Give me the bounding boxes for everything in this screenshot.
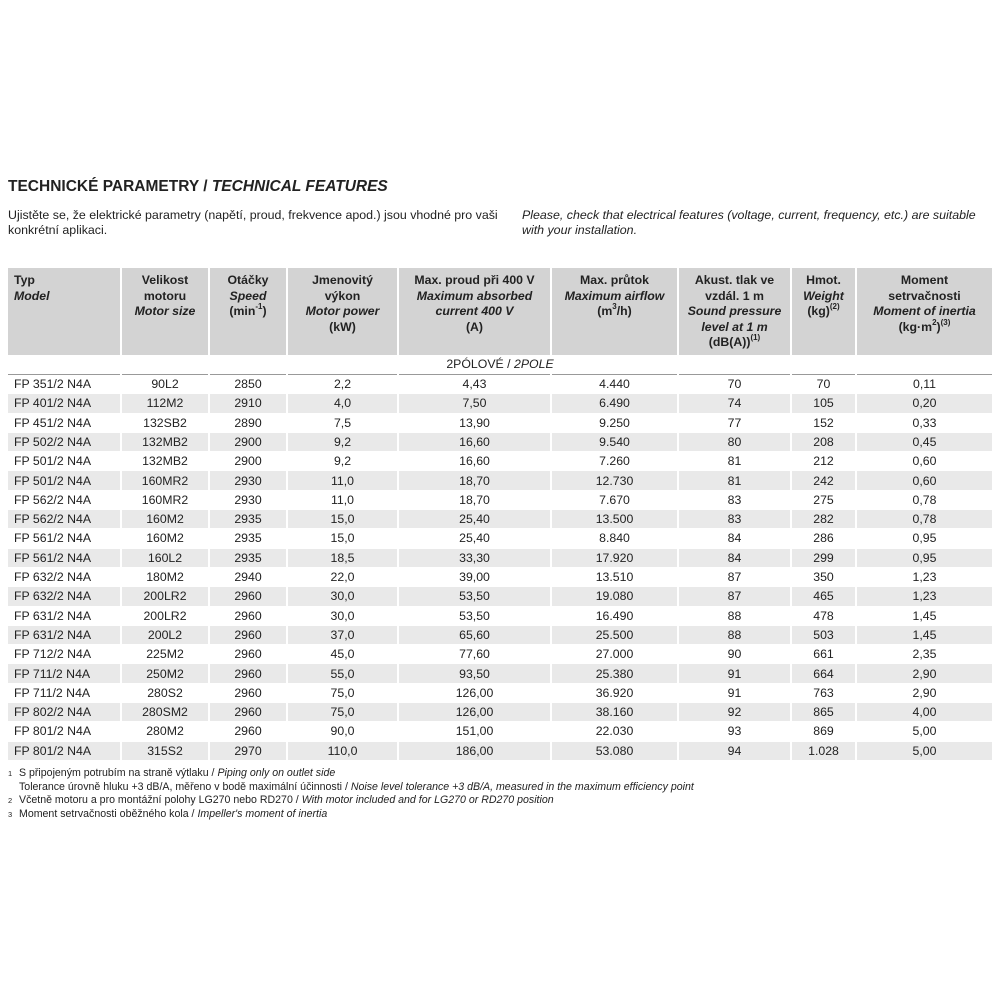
cell-weight: 152 xyxy=(791,413,856,432)
cell-motor-size: 160M2 xyxy=(121,510,209,529)
cell-motor-size: 160L2 xyxy=(121,548,209,567)
cell-weight: 275 xyxy=(791,490,856,509)
cell-max-current: 16,60 xyxy=(398,452,551,471)
cell-moment-of-inertia: 0,33 xyxy=(856,413,992,432)
cell-motor-size: 90L2 xyxy=(121,374,209,393)
cell-max-current: 25,40 xyxy=(398,510,551,529)
cell-model: FP 712/2 N4A xyxy=(8,645,121,664)
header-moment-of-inertia: Moment setrvačnosti Moment of inertia $(kg\cdot m^2)^{(3)}$ xyxy=(856,268,992,355)
cell-weight: 105 xyxy=(791,394,856,413)
cell-model: FP 632/2 N4A xyxy=(8,587,121,606)
cell-motor-size: 180M2 xyxy=(121,567,209,586)
cell-max-current: 16,60 xyxy=(398,432,551,451)
cell-speed: 2960 xyxy=(209,645,287,664)
table-row xyxy=(8,606,992,625)
cell-sound-pressure: 94 xyxy=(678,741,791,760)
cell-sound-pressure: 91 xyxy=(678,683,791,702)
cell-moment-of-inertia: 2,35 xyxy=(856,645,992,664)
table-row xyxy=(8,683,992,702)
cell-speed: 2960 xyxy=(209,683,287,702)
cell-sound-pressure: 90 xyxy=(678,645,791,664)
cell-moment-of-inertia: 0,78 xyxy=(856,510,992,529)
cell-speed: 2930 xyxy=(209,490,287,509)
cell-max-current: 18,70 xyxy=(398,471,551,490)
cell-sound-pressure: 87 xyxy=(678,567,791,586)
cell-max-current: 4,43 xyxy=(398,374,551,393)
cell-max-airflow: 36.920 xyxy=(551,683,678,702)
cell-max-airflow: 27.000 xyxy=(551,645,678,664)
cell-moment-of-inertia: 1,23 xyxy=(856,567,992,586)
cell-model: FP 801/2 N4A xyxy=(8,722,121,741)
footnote-1-tolerance: Tolerance úrovně hluku +3 dB/A, měřeno v bodě maximální účinnosti / Noise level tolerance +3 dB/A, measured in the maximum efficiency point xyxy=(19,780,694,793)
cell-moment-of-inertia: 2,90 xyxy=(856,683,992,702)
cell-moment-of-inertia: 0,20 xyxy=(856,394,992,413)
table-row xyxy=(8,374,992,393)
cell-weight: 350 xyxy=(791,567,856,586)
cell-max-airflow: 13.510 xyxy=(551,567,678,586)
cell-motor-power: 11,0 xyxy=(287,471,398,490)
cell-moment-of-inertia: 1,23 xyxy=(856,587,992,606)
cell-max-current: 126,00 xyxy=(398,683,551,702)
header-motor-power: Jmenovitý výkon Motor power (kW) xyxy=(287,268,398,355)
cell-speed: 2960 xyxy=(209,722,287,741)
cell-max-airflow: 8.840 xyxy=(551,529,678,548)
cell-model: FP 501/2 N4A xyxy=(8,452,121,471)
cell-weight: 865 xyxy=(791,703,856,722)
table-row xyxy=(8,394,992,413)
cell-max-airflow: 9.250 xyxy=(551,413,678,432)
cell-weight: 763 xyxy=(791,683,856,702)
footnotes xyxy=(8,767,694,821)
cell-motor-power: 22,0 xyxy=(287,567,398,586)
cell-max-airflow: 6.490 xyxy=(551,394,678,413)
cell-weight: 282 xyxy=(791,510,856,529)
cell-max-current: 39,00 xyxy=(398,567,551,586)
header-weight: Hmot. Weight (kg)$^{(2)}$ xyxy=(791,268,856,355)
cell-model: FP 451/2 N4A xyxy=(8,413,121,432)
cell-weight: 465 xyxy=(791,587,856,606)
table-row xyxy=(8,625,992,644)
header-max-current: Max. proud při 400 V Maximum absorbed current 400 V (A) xyxy=(398,268,551,355)
cell-moment-of-inertia: 0,45 xyxy=(856,432,992,451)
table-row xyxy=(8,432,992,451)
cell-motor-power: 2,2 xyxy=(287,374,398,393)
cell-motor-power: 75,0 xyxy=(287,683,398,702)
technical-features-table xyxy=(8,268,992,761)
cell-model: FP 631/2 N4A xyxy=(8,606,121,625)
cell-sound-pressure: 92 xyxy=(678,703,791,722)
cell-motor-power: 15,0 xyxy=(287,529,398,548)
cell-speed: 2960 xyxy=(209,664,287,683)
cell-motor-size: 160M2 xyxy=(121,529,209,548)
cell-max-current: 186,00 xyxy=(398,741,551,760)
header-model: Typ Model xyxy=(8,268,121,355)
cell-motor-power: 110,0 xyxy=(287,741,398,760)
cell-weight: 869 xyxy=(791,722,856,741)
table-header-row xyxy=(8,268,992,355)
table-row xyxy=(8,645,992,664)
cell-model: FP 351/2 N4A xyxy=(8,374,121,393)
cell-max-airflow: 16.490 xyxy=(551,606,678,625)
cell-speed: 2935 xyxy=(209,529,287,548)
cell-moment-of-inertia: 0,95 xyxy=(856,529,992,548)
table-row xyxy=(8,664,992,683)
cell-weight: 664 xyxy=(791,664,856,683)
cell-sound-pressure: 77 xyxy=(678,413,791,432)
cell-sound-pressure: 88 xyxy=(678,625,791,644)
cell-moment-of-inertia: 4,00 xyxy=(856,703,992,722)
cell-sound-pressure: 74 xyxy=(678,394,791,413)
cell-motor-power: 11,0 xyxy=(287,490,398,509)
cell-model: FP 802/2 N4A xyxy=(8,703,121,722)
cell-max-airflow: 22.030 xyxy=(551,722,678,741)
cell-max-current: 53,50 xyxy=(398,606,551,625)
cell-model: FP 632/2 N4A xyxy=(8,567,121,586)
cell-speed: 2970 xyxy=(209,741,287,760)
cell-motor-size: 280SM2 xyxy=(121,703,209,722)
cell-motor-size: 132MB2 xyxy=(121,452,209,471)
cell-motor-size: 225M2 xyxy=(121,645,209,664)
cell-max-airflow: 25.380 xyxy=(551,664,678,683)
cell-model: FP 401/2 N4A xyxy=(8,394,121,413)
cell-motor-power: 37,0 xyxy=(287,625,398,644)
cell-speed: 2940 xyxy=(209,567,287,586)
cell-weight: 242 xyxy=(791,471,856,490)
cell-weight: 503 xyxy=(791,625,856,644)
cell-max-current: 33,30 xyxy=(398,548,551,567)
cell-motor-power: 4,0 xyxy=(287,394,398,413)
cell-weight: 478 xyxy=(791,606,856,625)
cell-speed: 2910 xyxy=(209,394,287,413)
cell-speed: 2960 xyxy=(209,625,287,644)
cell-moment-of-inertia: 5,00 xyxy=(856,722,992,741)
cell-speed: 2890 xyxy=(209,413,287,432)
cell-speed: 2960 xyxy=(209,587,287,606)
cell-moment-of-inertia: 5,00 xyxy=(856,741,992,760)
cell-weight: 212 xyxy=(791,452,856,471)
footnote-1: 1 S připojeným potrubím na straně výtlaku / Piping only on outlet side xyxy=(8,767,336,779)
cell-max-airflow: 9.540 xyxy=(551,432,678,451)
footnote-2: 2 Včetně motoru a pro montážní polohy LG270 nebo RD270 / With motor included and for LG270 or RD270 position xyxy=(8,794,554,806)
cell-max-current: 77,60 xyxy=(398,645,551,664)
cell-max-current: 53,50 xyxy=(398,587,551,606)
cell-max-airflow: 19.080 xyxy=(551,587,678,606)
table-row xyxy=(8,587,992,606)
cell-speed: 2960 xyxy=(209,606,287,625)
cell-sound-pressure: 83 xyxy=(678,510,791,529)
cell-speed: 2935 xyxy=(209,548,287,567)
cell-max-current: 18,70 xyxy=(398,490,551,509)
cell-motor-size: 132SB2 xyxy=(121,413,209,432)
cell-model: FP 631/2 N4A xyxy=(8,625,121,644)
cell-sound-pressure: 70 xyxy=(678,374,791,393)
group-row-2pole: 2PÓLOVÉ / 2POLE xyxy=(8,355,992,375)
cell-sound-pressure: 91 xyxy=(678,664,791,683)
cell-speed: 2900 xyxy=(209,432,287,451)
cell-speed: 2960 xyxy=(209,703,287,722)
cell-motor-power: 7,5 xyxy=(287,413,398,432)
cell-motor-power: 90,0 xyxy=(287,722,398,741)
cell-max-current: 65,60 xyxy=(398,625,551,644)
cell-motor-power: 30,0 xyxy=(287,587,398,606)
cell-weight: 1.028 xyxy=(791,741,856,760)
cell-motor-size: 160MR2 xyxy=(121,490,209,509)
cell-moment-of-inertia: 1,45 xyxy=(856,606,992,625)
page-title xyxy=(8,178,388,196)
title-cz: TECHNICKÉ PARAMETRY / xyxy=(8,178,212,195)
table-row xyxy=(8,741,992,760)
cell-max-airflow: 12.730 xyxy=(551,471,678,490)
table-row xyxy=(8,529,992,548)
cell-speed: 2930 xyxy=(209,471,287,490)
cell-motor-power: 9,2 xyxy=(287,432,398,451)
cell-model: FP 561/2 N4A xyxy=(8,548,121,567)
table-row xyxy=(8,548,992,567)
cell-max-current: 13,90 xyxy=(398,413,551,432)
header-motor-size: Velikost motoru Motor size xyxy=(121,268,209,355)
table-row xyxy=(8,567,992,586)
cell-motor-size: 200LR2 xyxy=(121,587,209,606)
cell-max-current: 25,40 xyxy=(398,529,551,548)
cell-model: FP 801/2 N4A xyxy=(8,741,121,760)
cell-model: FP 711/2 N4A xyxy=(8,664,121,683)
cell-weight: 70 xyxy=(791,374,856,393)
cell-motor-power: 9,2 xyxy=(287,452,398,471)
cell-model: FP 501/2 N4A xyxy=(8,471,121,490)
cell-max-airflow: 7.670 xyxy=(551,490,678,509)
cell-weight: 661 xyxy=(791,645,856,664)
cell-weight: 208 xyxy=(791,432,856,451)
cell-max-airflow: 13.500 xyxy=(551,510,678,529)
cell-moment-of-inertia: 0,95 xyxy=(856,548,992,567)
cell-max-airflow: 53.080 xyxy=(551,741,678,760)
cell-motor-size: 250M2 xyxy=(121,664,209,683)
cell-motor-size: 280M2 xyxy=(121,722,209,741)
cell-sound-pressure: 88 xyxy=(678,606,791,625)
cell-moment-of-inertia: 2,90 xyxy=(856,664,992,683)
cell-max-current: 151,00 xyxy=(398,722,551,741)
cell-max-current: 7,50 xyxy=(398,394,551,413)
header-speed: Otáčky Speed $(\min^{-1})$ xyxy=(209,268,287,355)
cell-motor-size: 200L2 xyxy=(121,625,209,644)
cell-max-airflow: 38.160 xyxy=(551,703,678,722)
cell-speed: 2900 xyxy=(209,452,287,471)
cell-motor-size: 160MR2 xyxy=(121,471,209,490)
title-en: TECHNICAL FEATURES xyxy=(211,178,388,195)
cell-sound-pressure: 84 xyxy=(678,548,791,567)
cell-max-airflow: 17.920 xyxy=(551,548,678,567)
cell-moment-of-inertia: 0,11 xyxy=(856,374,992,393)
cell-max-current: 126,00 xyxy=(398,703,551,722)
cell-sound-pressure: 84 xyxy=(678,529,791,548)
header-sound-pressure: Akust. tlak ve vzdál. 1 m Sound pressure level at 1 m $(dB(A))^{(1)}$ xyxy=(678,268,791,355)
cell-motor-power: 30,0 xyxy=(287,606,398,625)
footnote-3: 3 Moment setrvačnosti oběžného kola / Impeller's moment of inertia xyxy=(8,807,328,820)
cell-moment-of-inertia: 0,78 xyxy=(856,490,992,509)
cell-model: FP 561/2 N4A xyxy=(8,529,121,548)
table-row xyxy=(8,490,992,509)
table-row xyxy=(8,452,992,471)
cell-motor-power: 55,0 xyxy=(287,664,398,683)
intro-cz: Ujistěte se, že elektrické parametry (napětí, proud, frekvence apod.) jsou vhodné pro vaši konkrétní aplikaci. xyxy=(8,208,498,237)
table-row xyxy=(8,510,992,529)
cell-model: FP 562/2 N4A xyxy=(8,510,121,529)
cell-motor-size: 280S2 xyxy=(121,683,209,702)
cell-motor-size: 315S2 xyxy=(121,741,209,760)
cell-motor-size: 112M2 xyxy=(121,394,209,413)
cell-motor-power: 75,0 xyxy=(287,703,398,722)
cell-sound-pressure: 87 xyxy=(678,587,791,606)
cell-model: FP 711/2 N4A xyxy=(8,683,121,702)
cell-speed: 2935 xyxy=(209,510,287,529)
table-row xyxy=(8,703,992,722)
table-row xyxy=(8,413,992,432)
cell-model: FP 562/2 N4A xyxy=(8,490,121,509)
cell-sound-pressure: 83 xyxy=(678,490,791,509)
cell-max-airflow: 4.440 xyxy=(551,374,678,393)
cell-max-current: 93,50 xyxy=(398,664,551,683)
cell-motor-power: 45,0 xyxy=(287,645,398,664)
header-max-airflow: Max. průtok Maximum airflow $(m^3/h)$ xyxy=(551,268,678,355)
cell-model: FP 502/2 N4A xyxy=(8,432,121,451)
cell-max-airflow: 7.260 xyxy=(551,452,678,471)
cell-sound-pressure: 81 xyxy=(678,452,791,471)
cell-motor-power: 18,5 xyxy=(287,548,398,567)
cell-weight: 286 xyxy=(791,529,856,548)
table-row xyxy=(8,722,992,741)
cell-moment-of-inertia: 1,45 xyxy=(856,625,992,644)
cell-max-airflow: 25.500 xyxy=(551,625,678,644)
cell-sound-pressure: 80 xyxy=(678,432,791,451)
cell-motor-size: 132MB2 xyxy=(121,432,209,451)
cell-speed: 2850 xyxy=(209,374,287,393)
cell-weight: 299 xyxy=(791,548,856,567)
cell-moment-of-inertia: 0,60 xyxy=(856,452,992,471)
cell-motor-size: 200LR2 xyxy=(121,606,209,625)
cell-moment-of-inertia: 0,60 xyxy=(856,471,992,490)
intro-en: Please, check that electrical features (voltage, current, frequency, etc.) are suitable with your installation. xyxy=(522,208,976,237)
cell-motor-power: 15,0 xyxy=(287,510,398,529)
table-row xyxy=(8,471,992,490)
cell-sound-pressure: 81 xyxy=(678,471,791,490)
cell-sound-pressure: 93 xyxy=(678,722,791,741)
